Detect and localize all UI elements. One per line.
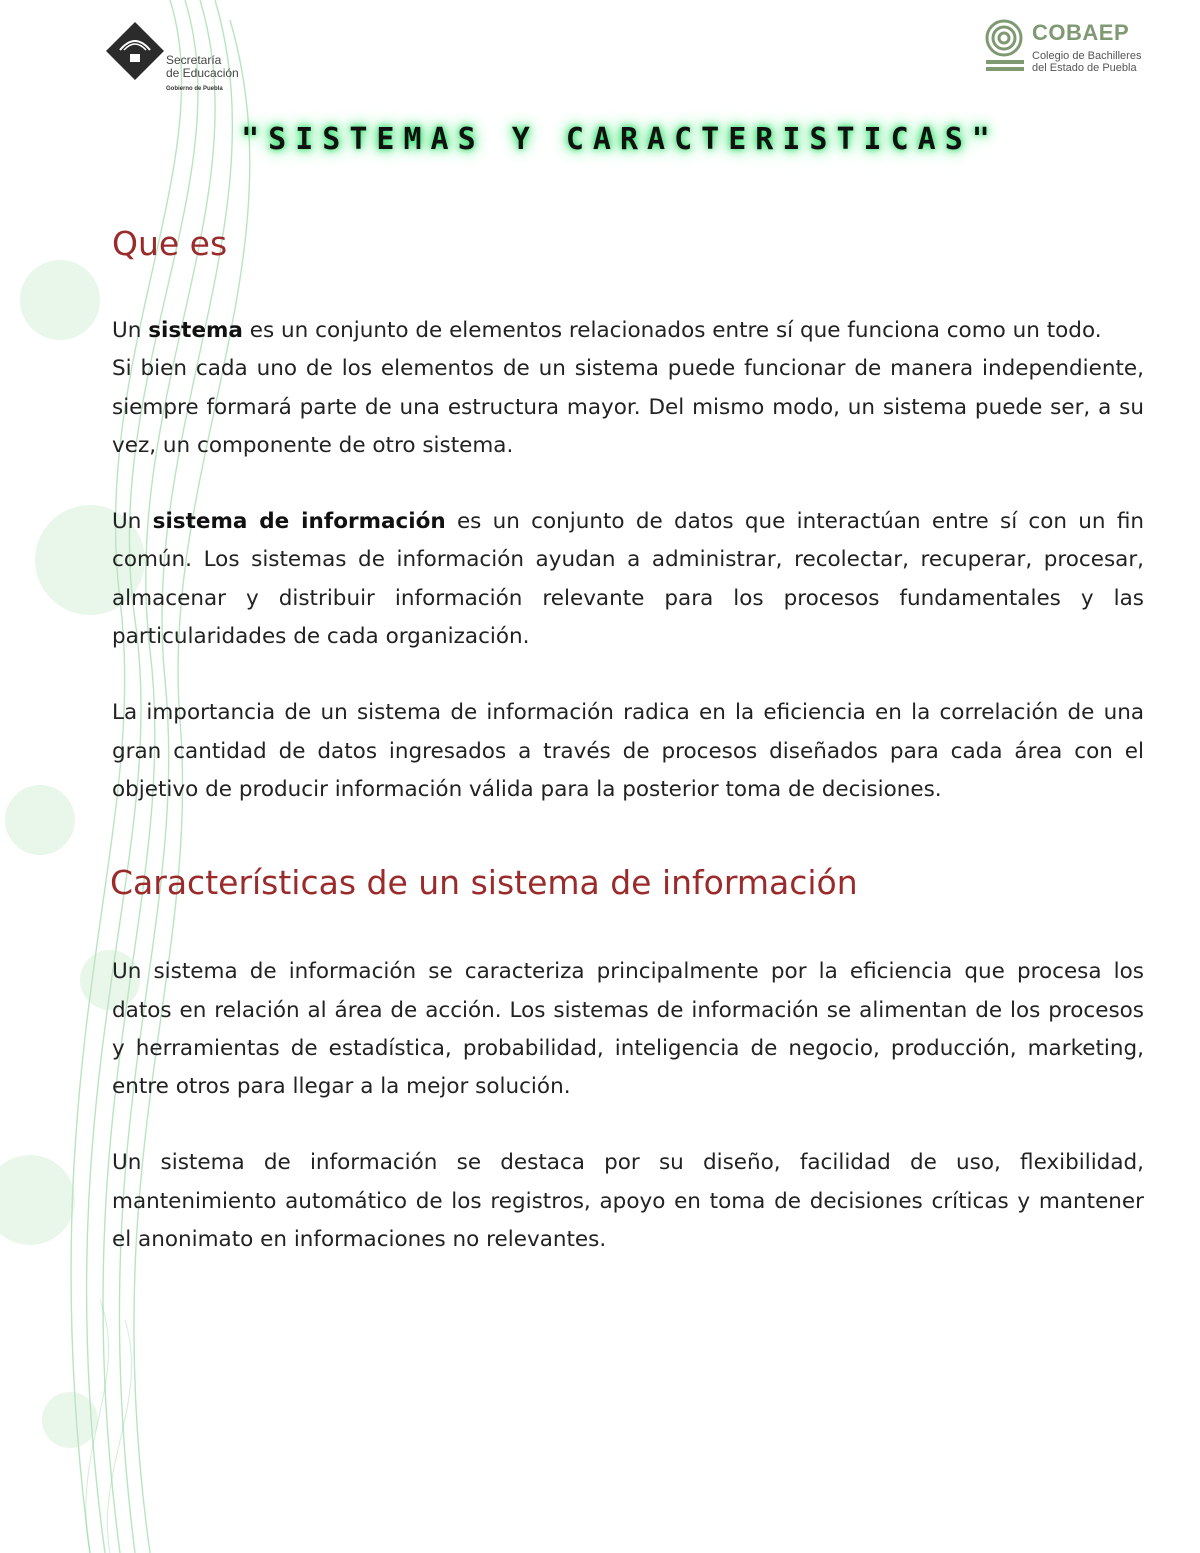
paragraph-sistema-elements: Si bien cada uno de los elementos de un sistema puede funcionar de manera independiente, siempre formará parte de una estructura mayor. Del mismo modo, un sistema puede ser, a su vez, un componente de otro sistema. (112, 356, 1144, 458)
sep-logo-text: Secretaría de Educación (166, 53, 239, 80)
document-body (112, 220, 1144, 1259)
sep-logo-subtitle: Gobierno de Puebla (166, 86, 223, 92)
paragraph-sistema-informacion: Un sistema de información es un conjunto de datos que interactúan entre sí con un fin común. Los sistemas de información ayudan a administrar, recolectar, recuperar, procesar, almacenar y distribuir información relevante para los procesos fundamentales y las particularidades de cada organización. (112, 509, 1144, 650)
paragraph-sistema-definition: Un sistema es un conjunto de elementos relacionados entre sí que funciona como un todo. (112, 318, 1102, 343)
paragraph-importancia: La importancia de un sistema de información radica en la eficiencia en la correlación de una gran cantidad de datos ingresados a través de procesos diseñados para cada área con el objetivo de producir información válida para la posterior toma de decisiones. (112, 700, 1144, 802)
section-heading-caracteristicas: Características de un sistema de información (110, 863, 858, 903)
page-title: "SISTEMAS Y CARACTERISTICAS" (241, 122, 999, 157)
cobaep-logo (982, 18, 1152, 78)
paragraph-destaca: Un sistema de información se destaca por su diseño, facilidad de uso, flexibilidad, mantenimiento automático de los registros, apoyo en toma de decisiones críticas y mantener el anonimato en informaciones no relevantes. (112, 1150, 1144, 1253)
section-heading-que-es: Que es (112, 224, 228, 263)
cobaep-subtitle: Colegio de Bachilleres del Estado de Puebla (1032, 50, 1142, 74)
paragraph-caracteriza: Un sistema de información se caracteriza principalmente por la eficiencia que procesa los datos en relación al área de acción. Los sistemas de información se alimentan de los procesos y herramientas de estadística, probabilidad, inteligencia de negocio, producción, marketing, entre otros para llegar a la mejor solución. (112, 959, 1144, 1100)
cobaep-title: COBAEP (1032, 20, 1130, 45)
cobaep-emblem-icon (982, 18, 1028, 74)
sep-logo (104, 20, 244, 100)
sep-emblem-icon (104, 20, 166, 82)
